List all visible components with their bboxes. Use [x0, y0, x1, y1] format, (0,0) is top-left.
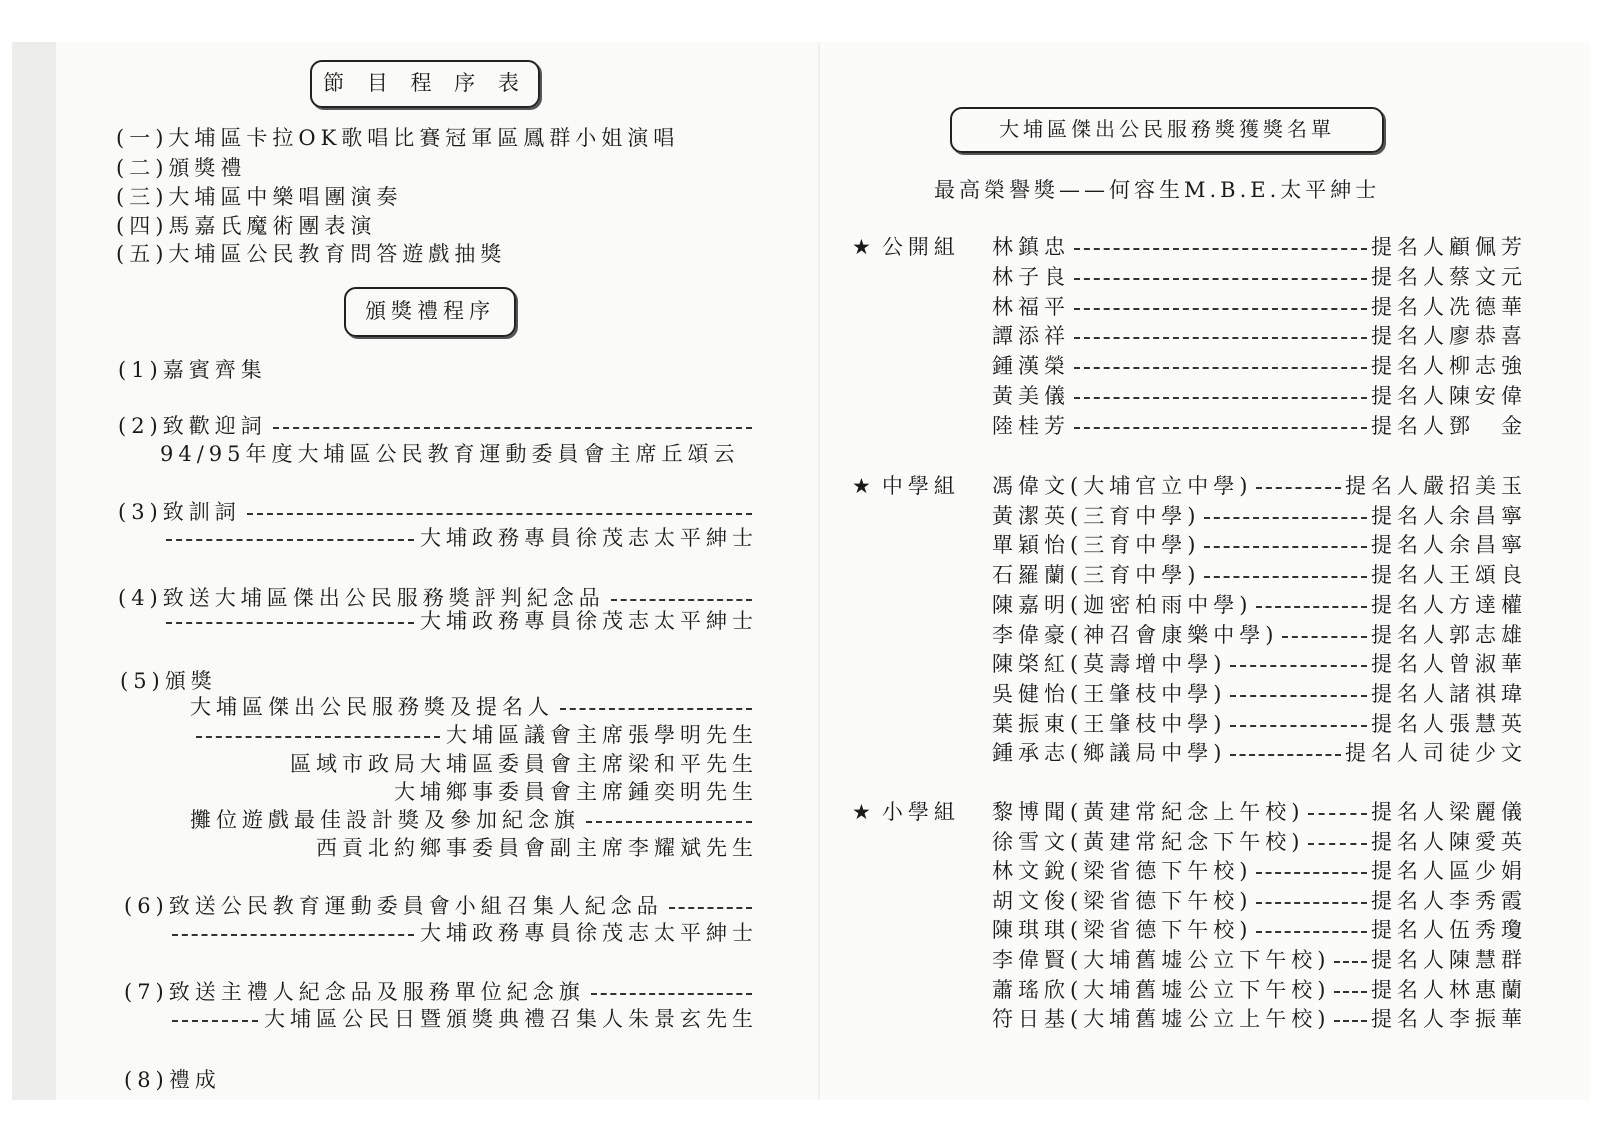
nominator: 提名人李秀霞 — [1371, 888, 1527, 913]
award-row — [992, 976, 1527, 1004]
programme-item-2: (二)頒獎禮 — [116, 156, 247, 180]
step-5-person-2-row — [190, 750, 758, 778]
award-row — [992, 650, 1527, 678]
nominator: 提名人諸祺瑋 — [1371, 681, 1527, 706]
award-row — [992, 916, 1527, 944]
step-7-person-row — [166, 1005, 758, 1033]
awardee-name: 鍾承志(鄉議局中學) — [992, 741, 1227, 766]
group-label — [852, 472, 960, 500]
dash-leader — [1256, 487, 1341, 489]
step-2-label: (2)致歡迎詞 — [118, 414, 267, 438]
award-row — [992, 472, 1527, 500]
award-row — [992, 828, 1527, 856]
awardee-name: 李偉賢(大埔舊墟公立下午校) — [992, 948, 1331, 972]
award-row — [992, 322, 1527, 350]
awardee-name: 陸桂芳 — [992, 413, 1070, 438]
group-label-text: 中學組 — [881, 474, 960, 498]
dash-leader — [1282, 636, 1367, 638]
programme-item-5: (五)大埔區公民教育問答遊戲抽獎 — [116, 242, 507, 266]
award-row — [992, 857, 1527, 885]
dash-leader — [586, 821, 752, 823]
nominator: 提名人陳安偉 — [1371, 384, 1527, 408]
step-7-label: (7)致送主禮人紀念品及服務單位紀念旗 — [124, 980, 585, 1004]
awardee-name: 黃美儀 — [992, 384, 1070, 408]
step-5-line-2 — [190, 806, 758, 834]
award-row — [992, 382, 1527, 410]
awardee-name: 單穎怡(三育中學) — [992, 533, 1201, 558]
nominator: 提名人嚴招美玉 — [1345, 474, 1527, 498]
nominator: 提名人方達權 — [1371, 592, 1527, 617]
step-2 — [118, 412, 758, 440]
nominator: 提名人曾淑華 — [1371, 652, 1527, 677]
awardee-name: 石羅蘭(三育中學) — [992, 563, 1201, 588]
step-5-person-2: 區域市政局大埔區委員會主席梁和平先生 — [290, 752, 758, 776]
programme-item-4: (四)馬嘉氏魔術團表演 — [116, 214, 377, 238]
nominator: 提名人鄧 金 — [1371, 413, 1527, 438]
awardee-name: 陳嘉明(迦密柏雨中學) — [992, 592, 1253, 617]
nominator: 提名人柳志強 — [1371, 354, 1527, 379]
step-5-person-4: 西貢北約鄉事委員會副主席李耀斌先生 — [316, 836, 758, 860]
nominator: 提名人冼德華 — [1371, 294, 1527, 319]
nominator: 提名人梁麗儀 — [1371, 800, 1527, 824]
step-6-person-row — [166, 919, 758, 947]
group-label — [852, 233, 960, 261]
dash-leader — [669, 907, 752, 909]
step-6 — [124, 892, 758, 920]
step-2-person: 94/95年度大埔區公民教育運動委員會主席丘頌云 — [160, 442, 740, 466]
dash-leader — [172, 934, 414, 936]
step-1: (1)嘉賓齊集 — [118, 358, 267, 382]
award-row — [992, 352, 1527, 380]
step-3-label: (3)致訓詞 — [118, 500, 241, 524]
nominator: 提名人余昌寧 — [1371, 503, 1527, 528]
step-7 — [124, 978, 758, 1006]
step-5: (5)頒獎 — [120, 669, 217, 693]
step-6-person: 大埔政務專員徐茂志太平紳士 — [420, 921, 758, 945]
dash-leader — [1230, 695, 1367, 697]
awardee-name: 林福平 — [992, 294, 1070, 319]
step-3-person: 大埔政務專員徐茂志太平紳士 — [420, 526, 758, 550]
awardee-name: 陳琪琪(梁省德下午校) — [992, 918, 1253, 943]
award-row — [992, 1005, 1527, 1033]
nominator: 提名人陳愛英 — [1371, 829, 1527, 854]
nominator: 提名人伍秀瓊 — [1371, 918, 1527, 943]
dash-leader — [247, 513, 752, 515]
dash-leader — [1074, 367, 1367, 369]
nominator: 提名人區少娟 — [1371, 859, 1527, 884]
dash-leader — [166, 539, 414, 541]
dash-leader — [1074, 248, 1367, 250]
nominator: 提名人王頌良 — [1371, 563, 1527, 588]
star-icon: ★ — [852, 235, 876, 259]
dash-leader — [1308, 813, 1367, 815]
nominator: 提名人陳慧群 — [1371, 948, 1527, 972]
award-row — [992, 263, 1527, 291]
awardee-name: 黎博聞(黃建常紀念上午校) — [992, 800, 1305, 824]
nominator: 提名人李振華 — [1371, 1007, 1527, 1032]
dash-leader — [1074, 427, 1367, 429]
award-row — [992, 591, 1527, 619]
dash-leader — [1204, 546, 1367, 548]
step-5-line-1-text: 大埔區傑出公民服務獎及提名人 — [190, 695, 554, 719]
awardee-name: 蕭瑤欣(大埔舊墟公立下午校) — [992, 977, 1331, 1002]
awardee-name: 葉振東(王肇枝中學) — [992, 711, 1227, 736]
nominator: 提名人余昌寧 — [1371, 533, 1527, 558]
award-row — [992, 502, 1527, 530]
nominator: 提名人廖恭喜 — [1371, 324, 1527, 349]
group-label-text: 公開組 — [881, 235, 960, 259]
ceremony-title: 頒獎禮程序 — [344, 287, 516, 337]
dash-leader — [166, 622, 414, 624]
programme-title: 節 目 程 序 表 — [310, 60, 540, 108]
nominator: 提名人林惠蘭 — [1371, 977, 1527, 1002]
awardee-name: 徐雪文(黃建常紀念下午校) — [992, 829, 1305, 854]
awardee-name: 陳棨紅(莫壽增中學) — [992, 652, 1227, 677]
step-7-person: 大埔區公民日暨頒獎典禮召集人朱景玄先生 — [264, 1007, 758, 1031]
step-5-person-3: 大埔鄉事委員會主席鍾奕明先生 — [394, 780, 758, 804]
awardee-name: 譚添祥 — [992, 324, 1070, 349]
step-3-person-row — [160, 524, 758, 552]
dash-leader — [560, 708, 752, 710]
step-3 — [118, 498, 758, 526]
dash-leader — [1230, 754, 1341, 756]
step-6-label: (6)致送公民教育運動委員會小組召集人紀念品 — [124, 894, 663, 918]
dash-leader — [1256, 606, 1367, 608]
nominator: 提名人郭志雄 — [1371, 622, 1527, 647]
dash-leader — [1074, 337, 1367, 339]
awardee-name: 胡文俊(梁省德下午校) — [992, 888, 1253, 913]
award-row — [992, 946, 1527, 974]
award-row — [992, 887, 1527, 915]
award-row — [992, 561, 1527, 589]
step-8: (8)禮成 — [124, 1068, 221, 1092]
awardee-name: 林鎮忠 — [992, 235, 1070, 259]
dash-leader — [1256, 902, 1367, 904]
dash-leader — [611, 599, 752, 601]
programme-item-1: (一)大埔區卡拉OK歌唱比賽冠軍區鳳群小姐演唱 — [116, 126, 680, 150]
dash-leader — [1074, 278, 1367, 280]
awardee-name: 李偉豪(神召會康樂中學) — [992, 622, 1279, 647]
dash-leader — [1334, 1020, 1367, 1022]
awardee-name: 吳健怡(王肇枝中學) — [992, 681, 1227, 706]
programme-item-3: (三)大埔區中樂唱團演奏 — [116, 185, 403, 209]
dash-leader — [1204, 517, 1367, 519]
award-row — [992, 531, 1527, 559]
group-label — [852, 798, 960, 826]
dash-leader — [1334, 991, 1367, 993]
dash-leader — [1334, 961, 1367, 963]
awardee-name: 符日基(大埔舊墟公立上午校) — [992, 1007, 1331, 1032]
award-row — [992, 621, 1527, 649]
step-4-person-row — [160, 607, 758, 635]
dash-leader — [1256, 872, 1367, 874]
awardee-name: 馮偉文(大埔官立中學) — [992, 474, 1253, 498]
step-5-person-3-row — [190, 778, 758, 806]
star-icon: ★ — [852, 474, 876, 498]
step-5-person-4-row — [190, 834, 758, 862]
star-icon: ★ — [852, 800, 876, 824]
dash-leader — [1230, 725, 1367, 727]
dash-leader — [1204, 576, 1367, 578]
dash-leader — [591, 993, 752, 995]
award-row — [992, 233, 1527, 261]
step-5-line-1 — [190, 693, 758, 721]
dash-leader — [1074, 308, 1367, 310]
awardee-name: 鍾漢榮 — [992, 354, 1070, 379]
nominator: 提名人顧佩芳 — [1371, 235, 1527, 259]
nominator: 提名人蔡文元 — [1371, 264, 1527, 289]
step-4-person: 大埔政務專員徐茂志太平紳士 — [420, 609, 758, 633]
award-row — [992, 710, 1527, 738]
step-4-label: (4)致送大埔區傑出公民服務獎評判紀念品 — [118, 586, 605, 610]
dash-leader — [273, 427, 752, 429]
awardee-name: 林文銳(梁省德下午校) — [992, 859, 1253, 884]
step-5-person-1-row — [190, 721, 758, 749]
dash-leader — [172, 1020, 258, 1022]
awardee-name: 黃潔英(三育中學) — [992, 503, 1201, 528]
top-award: 最高榮譽獎——何容生M.B.E.太平紳士 — [934, 178, 1381, 202]
award-row — [992, 798, 1527, 826]
dash-leader — [1074, 397, 1367, 399]
dash-leader — [1256, 931, 1367, 933]
dash-leader — [1230, 665, 1367, 667]
dash-leader — [1308, 843, 1367, 845]
dash-leader — [196, 736, 440, 738]
award-row — [992, 412, 1527, 440]
award-row — [992, 739, 1527, 767]
step-5-person-1: 大埔區議會主席張學明先生 — [446, 723, 758, 747]
awards-title: 大埔區傑出公民服務獎獲獎名單 — [950, 107, 1384, 153]
step-5-line-2-text: 攤位遊戲最佳設計獎及參加紀念旗 — [190, 808, 580, 832]
nominator: 提名人張慧英 — [1371, 711, 1527, 736]
award-row — [992, 293, 1527, 321]
award-row — [992, 680, 1527, 708]
nominator: 提名人司徒少文 — [1345, 741, 1527, 766]
group-label-text: 小學組 — [881, 800, 960, 824]
awardee-name: 林子良 — [992, 264, 1070, 289]
